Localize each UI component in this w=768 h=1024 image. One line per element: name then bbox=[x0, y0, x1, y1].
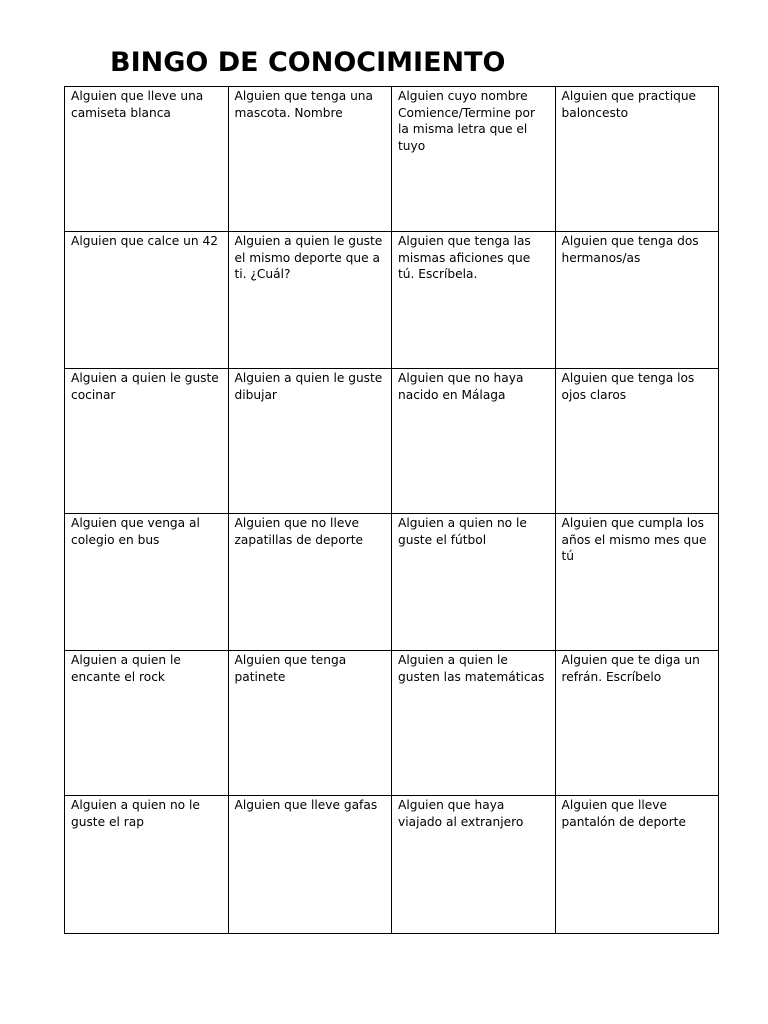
bingo-cell: Alguien que tenga las mismas aficiones que tú. Escríbela. bbox=[392, 232, 556, 369]
bingo-cell: Alguien a quien no le guste el fútbol bbox=[392, 514, 556, 651]
bingo-cell: Alguien a quien no le guste el rap bbox=[65, 796, 229, 934]
bingo-row bbox=[65, 87, 719, 232]
bingo-grid bbox=[64, 86, 719, 934]
bingo-cell: Alguien cuyo nombre Comience/Termine por la misma letra que el tuyo bbox=[392, 87, 556, 232]
bingo-cell: Alguien a quien le guste cocinar bbox=[65, 369, 229, 514]
bingo-cell: Alguien que te diga un refrán. Escríbelo bbox=[555, 651, 719, 796]
bingo-cell: Alguien que lleve pantalón de deporte bbox=[555, 796, 719, 934]
bingo-cell: Alguien que no haya nacido en Málaga bbox=[392, 369, 556, 514]
page-title: BINGO DE CONOCIMIENTO bbox=[110, 47, 506, 78]
bingo-cell: Alguien que tenga patinete bbox=[228, 651, 392, 796]
bingo-row bbox=[65, 232, 719, 369]
bingo-cell: Alguien que cumpla los años el mismo mes que tú bbox=[555, 514, 719, 651]
bingo-cell: Alguien que tenga una mascota. Nombre bbox=[228, 87, 392, 232]
bingo-row bbox=[65, 514, 719, 651]
bingo-cell: Alguien que haya viajado al extranjero bbox=[392, 796, 556, 934]
bingo-cell: Alguien que lleve gafas bbox=[228, 796, 392, 934]
bingo-cell: Alguien a quien le guste el mismo deporte que a ti. ¿Cuál? bbox=[228, 232, 392, 369]
bingo-cell: Alguien que calce un 42 bbox=[65, 232, 229, 369]
bingo-cell: Alguien a quien le guste dibujar bbox=[228, 369, 392, 514]
bingo-cell: Alguien a quien le gusten las matemáticas bbox=[392, 651, 556, 796]
bingo-cell: Alguien que lleve una camiseta blanca bbox=[65, 87, 229, 232]
bingo-row bbox=[65, 651, 719, 796]
bingo-cell: Alguien que practique baloncesto bbox=[555, 87, 719, 232]
bingo-cell: Alguien que no lleve zapatillas de deporte bbox=[228, 514, 392, 651]
bingo-row bbox=[65, 796, 719, 934]
bingo-cell: Alguien que tenga dos hermanos/as bbox=[555, 232, 719, 369]
bingo-row bbox=[65, 369, 719, 514]
bingo-cell: Alguien que venga al colegio en bus bbox=[65, 514, 229, 651]
bingo-cell: Alguien a quien le encante el rock bbox=[65, 651, 229, 796]
bingo-cell: Alguien que tenga los ojos claros bbox=[555, 369, 719, 514]
